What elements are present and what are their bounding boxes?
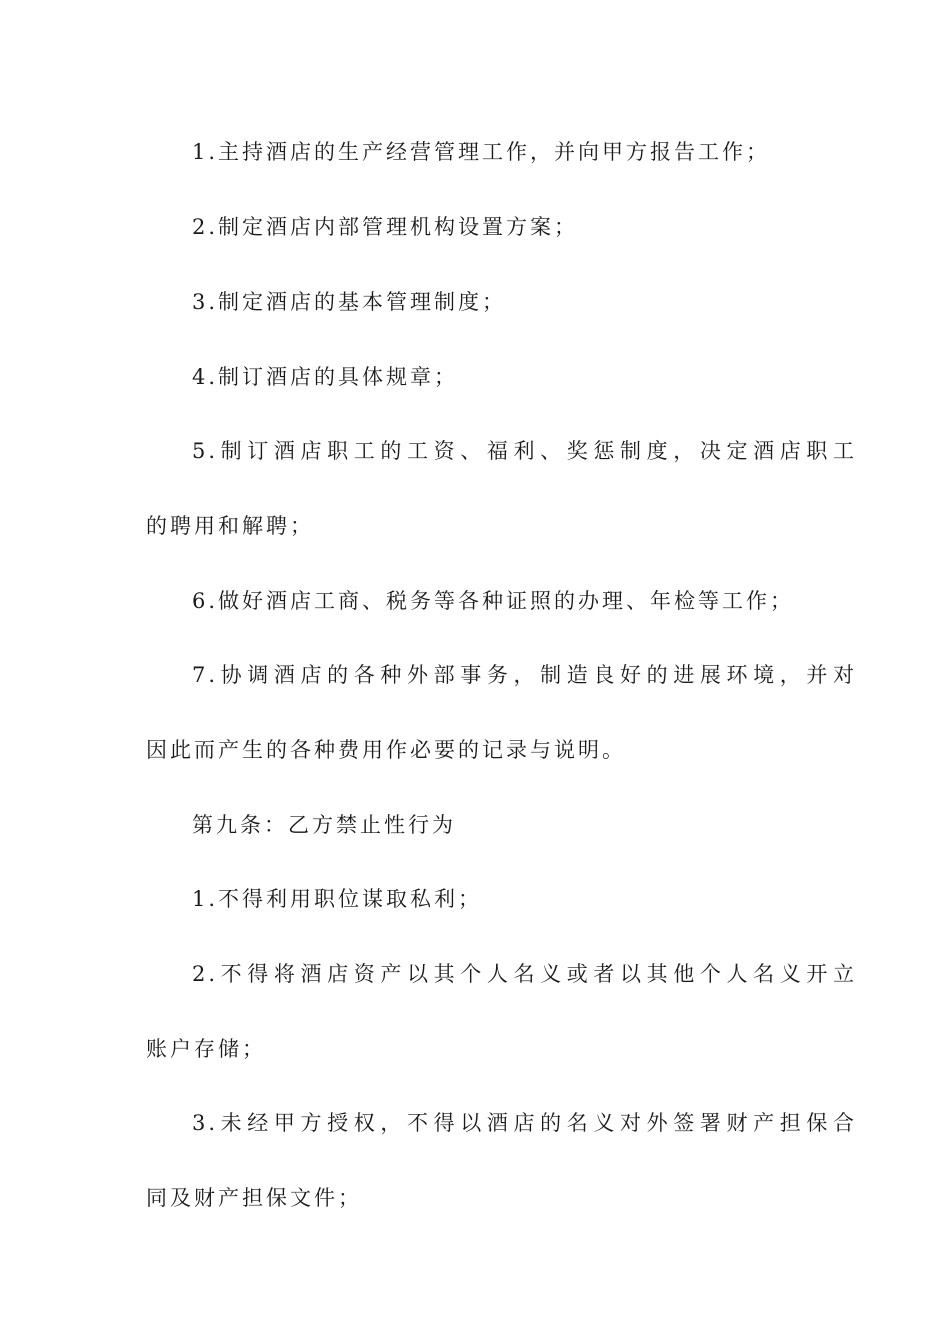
paragraph-line-4: 4.制订酒店的具体规章； [192, 365, 459, 389]
paragraph-line-3: 3.制定酒店的基本管理制度； [192, 290, 507, 314]
paragraph-line-7: 6.做好酒店工商、税务等各种证照的办理、年检等工作； [192, 589, 795, 613]
paragraph-line-1: 1.主持酒店的生产经营管理工作，并向甲方报告工作； [192, 140, 771, 164]
paragraph-line-5: 5.制订酒店职工的工资、福利、奖惩制度，决定酒店职工 [192, 439, 857, 463]
paragraph-line-8: 7.协调酒店的各种外部事务，制造良好的进展环境，并对 [192, 663, 857, 687]
paragraph-line-9: 因此而产生的各种费用作必要的记录与说明。 [146, 738, 626, 762]
section-heading-article-9: 第九条：乙方禁止性行为 [192, 813, 456, 837]
paragraph-line-13: 账户存储； [146, 1037, 266, 1061]
paragraph-line-2: 2.制定酒店内部管理机构设置方案； [192, 215, 579, 239]
paragraph-line-6: 的聘用和解聘； [146, 514, 314, 538]
paragraph-line-12: 2.不得将酒店资产以其个人名义或者以其他个人名义开立 [192, 962, 857, 986]
paragraph-line-14: 3.未经甲方授权，不得以酒店的名义对外签署财产担保合 [192, 1111, 857, 1135]
paragraph-line-15: 同及财产担保文件； [146, 1186, 362, 1210]
paragraph-line-11: 1.不得利用职位谋取私利； [192, 887, 483, 911]
